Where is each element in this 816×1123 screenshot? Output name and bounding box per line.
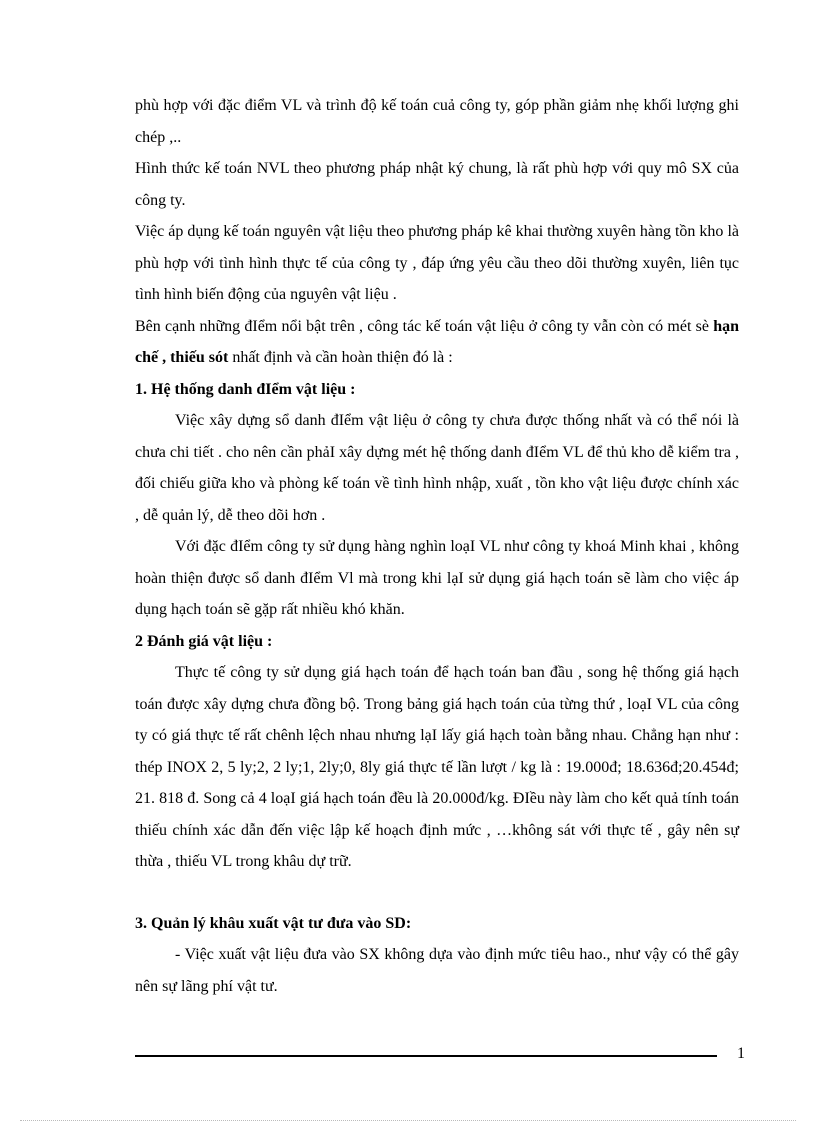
section-heading: 2 Đánh giá vật liệu : (135, 632, 273, 650)
paragraph: Với đặc đIểm công ty sử dụng hàng nghìn loạI VL như công ty khoá Minh khai , không hoàn thiện được sổ danh đIểm Vl mà trong khi lạI sử dụng giá hạch toán sẽ làm cho việc áp dụng hạch toán sẽ gặp rất nhiều khó khăn. (135, 538, 739, 618)
paragraph-text: nhất định và cần hoàn thiện đó là : (228, 349, 453, 366)
paragraph: Việc xây dựng sổ danh đIểm vật liệu ở công ty chưa được thống nhất và có thể nói là chưa chi tiết . cho nên cần phảI xây dựng mét hệ thống danh đIểm VL để thủ kho dễ kiểm tra , đối chiếu giữa kho và phòng kế toán về tình hình nhập, xuất , tồn kho vật liệu được chính xác , dễ quản lý, dễ theo dõi hơn . (135, 412, 739, 524)
document-body (135, 90, 739, 1002)
emphasized-text: hạn chế , thiếu sót (135, 317, 739, 366)
paragraph: - Việc xuất vật liệu đưa vào SX không dựa vào định mức tiêu hao., như vậy có thể gây nên sự lãng phí vật tư. (135, 946, 739, 995)
page-bottom-divider (20, 1120, 796, 1121)
paragraph: Việc áp dụng kế toán nguyên vật liệu theo phương pháp kê khai thường xuyên hàng tồn kho là phù hợp với tình hình thực tế của công ty , đáp ứng yêu cầu theo dõi thường xuyên, liên tục tình hình biến động của nguyên vật liệu . (135, 223, 739, 303)
footer-rule (135, 1055, 717, 1057)
paragraph: Thực tế công ty sử dụng giá hạch toán để hạch toán ban đầu , song hệ thống giá hạch toán được xây dựng chưa đồng bộ. Trong bảng giá hạch toán của từng thứ , loạI VL của công ty có giá thực tế rất chênh lệch nhau nhưng lạI lấy giá hạch toàn bằng nhau. Chẳng hạn như : thép INOX 2, 5 ly;2, 2 ly;1, 2ly;0, 8ly giá thực tế lần lượt / kg là : 19.000đ; 18.636đ;20.454đ; 21. 818 đ. Song cả 4 loạI giá hạch toán đều là 20.000đ/kg. ĐIều này làm cho kết quả tính toán thiếu chính xác dẫn đến việc lập kế hoạch định mức , …không sát với thực tế , gây nên sự thừa , thiếu VL trong khâu dự trữ. (135, 664, 739, 870)
paragraph: Hình thức kế toán NVL theo phương pháp nhật ký chung, là rất phù hợp với quy mô SX của công ty. (135, 160, 739, 209)
paragraph: phù hợp với đặc điểm VL và trình độ kế toán cuả công ty, góp phần giảm nhẹ khối lượng ghi chép ,.. (135, 97, 739, 146)
paragraph (135, 311, 739, 374)
page-number: 1 (737, 1045, 745, 1062)
section-heading: 1. Hệ thống danh đIểm vật liệu : (135, 380, 356, 398)
section-heading: 3. Quản lý khâu xuất vật tư đưa vào SD: (135, 914, 412, 932)
paragraph-text: Bên cạnh những đIểm nổi bật trên , công tác kế toán vật liệu ở công ty vẫn còn có mét sè (135, 317, 714, 335)
